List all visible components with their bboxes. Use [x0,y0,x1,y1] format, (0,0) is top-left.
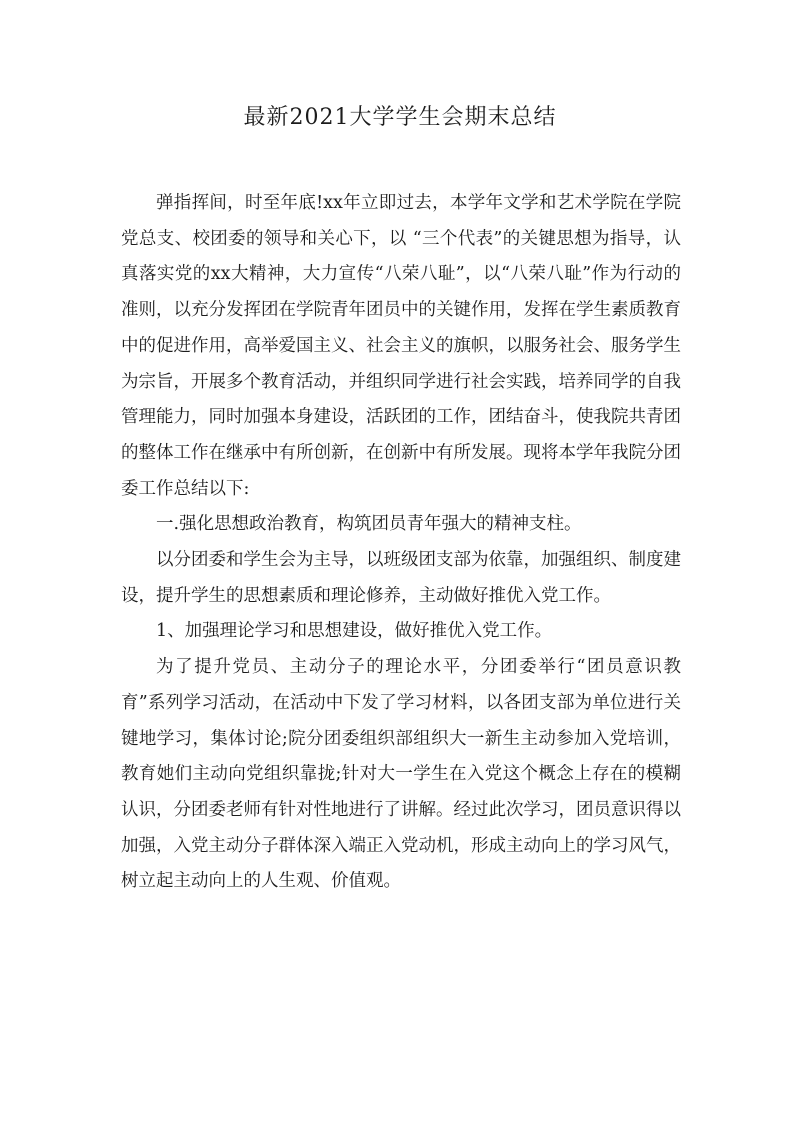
paragraph-section-1: 以分团委和学生会为主导，以班级团支部为依靠，加强组织、制度建设，提升学生的思想素质和理论修养，主动做好推优入党工作。 [121,550,681,606]
section-heading-1: 一.强化思想政治教育，构筑团员青年强大的精神支柱。 [156,514,582,535]
subsection-heading-1: 1、加强理论学习和思想建设，做好推优入党工作。 [156,621,553,642]
document-title: 最新2021大学学生会期末总结 [243,105,557,130]
paragraph-subsection-1: 为了提升党员、主动分子的理论水平，分团委举行“团员意识教育”系列学习活动，在活动中下发了学习材料，以各团支部为单位进行关键地学习，集体讨论;院分团委组织部组织大一新生主动参加入党培训，教育她们主动向党组织靠拢;针对大一学生在入党这个概念上存在的模糊认识，分团委老师有针对性地进行了讲解。经过此次学习，团员意识得以加强，入党主动分子群体深入端正入党动机，形成主动向上的学习风气，树立起主动向上的人生观、价值观。 [121,657,681,892]
document-body [121,186,681,900]
paragraph-intro: 弹指挥间，时至年底!xx年立即过去，本学年文学和艺术学院在学院党总支、校团委的领导和关心下，以 “三个代表”的关键思想为指导，认真落实党的xx大精神，大力宣传“八荣八耻”，以“八荣八耻”作为行动的准则，以充分发挥团在学院青年团员中的关键作用，发挥在学生素质教育中的促进作用，高举爱国主义、社会主义的旗帜，以服务社会、服务学生为宗旨，开展多个教育活动，并组织同学进行社会实践，培养同学的自我管理能力，同时加强本身建设，活跃团的工作，团结奋斗，使我院共青团的整体工作在继承中有所创新，在创新中有所发展。现将本学年我院分团委工作总结以下: [121,193,681,499]
